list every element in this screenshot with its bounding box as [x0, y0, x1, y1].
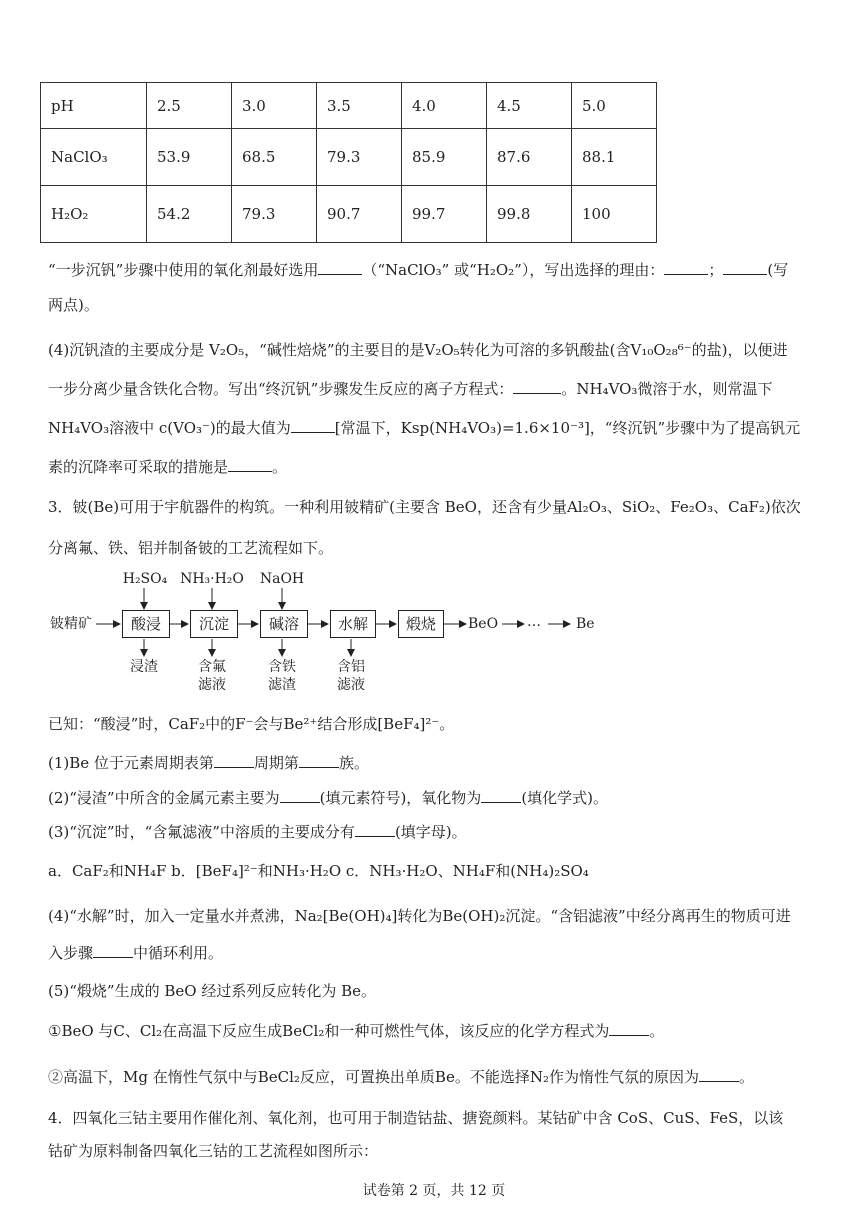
text-span: ②高温下，Mg 在惰性气氛中与BeCl₂反应，可置换出单质Be。不能选择N₂作为惰性气氛的原因为 — [48, 1068, 699, 1086]
table-cell: 79.3 — [232, 186, 317, 243]
question-3-3 — [48, 822, 467, 842]
question-3-2 — [48, 788, 608, 808]
table-cell: 3.5 — [317, 83, 402, 129]
text-span: (写 — [767, 261, 789, 279]
text-span: 。 — [738, 1068, 754, 1086]
table-cell: 79.3 — [317, 129, 402, 186]
table-cell: 5.0 — [572, 83, 657, 129]
table-cell: 4.5 — [487, 83, 572, 129]
flow-step-alkali-dissolve: 碱溶 — [260, 610, 308, 638]
table-row — [41, 129, 657, 186]
answer-blank[interactable] — [280, 788, 320, 803]
question-3-3-options: a．CaF₂和NH₄F b．[BeF₄]²⁻和NH₃·H₂O c．NH₃·H₂O、NH₄F和(NH₄)₂SO₄ — [48, 862, 589, 880]
table-cell: 68.5 — [232, 129, 317, 186]
text-line: 钴矿为原料制备四氧化三钴的工艺流程如图所示： — [48, 1142, 379, 1160]
table-cell: 99.8 — [487, 186, 572, 243]
table-cell: pH — [41, 83, 147, 129]
answer-blank[interactable] — [513, 379, 561, 394]
text-span: (填字母)。 — [394, 823, 467, 841]
flow-product-be: Be — [576, 616, 595, 632]
output-label: 含铁 滤渣 — [268, 659, 296, 693]
answer-blank[interactable] — [609, 1021, 649, 1036]
text-line — [48, 379, 772, 399]
reagent-label: NaOH — [259, 571, 305, 587]
output-label: 浸渣 — [130, 659, 158, 675]
answer-blank[interactable] — [214, 753, 254, 768]
text-span: 一步分离少量含铁化合物。写出“终沉钒”步骤发生反应的离子方程式： — [48, 380, 514, 398]
question-4-intro: 4．四氧化三钴主要用作催化剂、氧化剂，也可用于制造钴盐、搪瓷颜料。某钴矿中含 CoS、CuS、FeS，以该 — [48, 1109, 784, 1127]
page-footer: 试卷第 2 页，共 12 页 — [362, 1183, 506, 1199]
table-cell: 2.5 — [147, 83, 232, 129]
text-span: (1)Be 位于元素周期表第 — [48, 754, 214, 772]
flow-ellipsis: … — [527, 614, 541, 630]
text-span: “一步沉钒”步骤中使用的氧化剂最好选用 — [48, 261, 319, 279]
output-label: 含氟 滤液 — [198, 659, 226, 693]
table-row — [41, 186, 657, 243]
question-3-5-1 — [48, 1021, 664, 1041]
answer-blank[interactable] — [481, 788, 521, 803]
text-span: (填化学式)。 — [521, 789, 609, 807]
text-line — [48, 943, 223, 963]
known-condition: 已知：“酸浸”时，CaF₂中的F⁻会与Be²⁺结合形成[BeF₄]²⁻。 — [48, 715, 455, 733]
text-span: 。 — [649, 1022, 665, 1040]
answer-blank[interactable] — [291, 418, 335, 433]
text-span: ①BeO 与C、Cl₂在高温下反应生成BeCl₂和一种可燃性气体，该反应的化学方程式为 — [48, 1022, 610, 1040]
flow-product-beo: BeO — [468, 616, 499, 632]
table-cell: 4.0 — [402, 83, 487, 129]
table-cell: 90.7 — [317, 186, 402, 243]
text-span: 素的沉降率可采取的措施是 — [48, 458, 229, 476]
text-span: NH₄VO₃溶液中 c(VO₃⁻)的最大值为 — [48, 419, 291, 437]
text-span: (3)“沉淀”时，“含氟滤液”中溶质的主要成分有 — [48, 823, 355, 841]
answer-blank[interactable] — [228, 457, 272, 472]
text-span: ； — [708, 261, 724, 279]
text-line: (4)沉钒渣的主要成分是 V₂O₅，“碱性焙烧”的主要目的是V₂O₅转化为可溶的多钒酸盐(含V₁₀O₂₈⁶⁻的盐)，以便进 — [48, 341, 788, 359]
table-cell: 53.9 — [147, 129, 232, 186]
answer-blank[interactable] — [299, 753, 339, 768]
output-label: 含铝 滤液 — [337, 659, 365, 693]
text-line: 分离氟、铁、铝并制备铍的工艺流程如下。 — [48, 539, 334, 557]
flow-step-precipitate: 沉淀 — [190, 610, 238, 638]
text-span: (2)“浸渣”中所含的金属元素主要为 — [48, 789, 280, 807]
text-line: 两点)。 — [48, 296, 99, 314]
reagent-label: NH₃·H₂O — [180, 571, 244, 587]
text-span: 。 — [272, 458, 288, 476]
flow-step-acid-leach: 酸浸 — [122, 610, 170, 638]
text-line — [48, 418, 800, 438]
table-cell: 88.1 — [572, 129, 657, 186]
ph-oxidant-table — [40, 82, 657, 243]
answer-blank[interactable] — [355, 822, 395, 837]
table-cell: 3.0 — [232, 83, 317, 129]
table-row — [41, 83, 657, 129]
question-3-1 — [48, 753, 369, 773]
table-cell: 87.6 — [487, 129, 572, 186]
reagent-label: H₂SO₄ — [122, 571, 168, 587]
text-span: 。NH₄VO₃微溶于水，则常温下 — [561, 380, 773, 398]
text-line — [48, 457, 287, 477]
question-3-5: (5)“煅烧”生成的 BeO 经过系列反应转化为 Be。 — [48, 982, 376, 1000]
flow-step-calcine: 煅烧 — [398, 610, 444, 638]
table-cell: H₂O₂ — [41, 186, 147, 243]
text-span: [常温下，Ksp(NH₄VO₃)=1.6×10⁻³]，“终沉钒”步骤中为了提高钒元 — [334, 419, 801, 437]
question-3-intro: 3．铍(Be)可用于宇航器件的构筑。一种利用铍精矿(主要含 BeO，还含有少量Al₂O₃、SiO₂、Fe₂O₃、CaF₂)依次 — [48, 498, 801, 516]
answer-blank[interactable] — [318, 260, 362, 275]
text-span: 中循环利用。 — [133, 944, 224, 962]
table-cell: 54.2 — [147, 186, 232, 243]
text-span: （“NaClO₃” 或“H₂O₂”），写出选择的理由： — [362, 261, 665, 279]
table-cell: 100 — [572, 186, 657, 243]
question-3-4: (4)“水解”时，加入一定量水并煮沸，Na₂[Be(OH)₄]转化为Be(OH)₂沉淀。“含铝滤液”中经分离再生的物质可进 — [48, 907, 791, 925]
text-span: 周期第 — [253, 754, 299, 772]
table-cell: 99.7 — [402, 186, 487, 243]
flow-start-label: 铍精矿 — [50, 616, 92, 632]
text-span: 族。 — [338, 754, 369, 772]
question-3-5-2 — [48, 1067, 754, 1087]
answer-blank[interactable] — [664, 260, 708, 275]
answer-blank[interactable] — [723, 260, 767, 275]
table-cell: NaClO₃ — [41, 129, 147, 186]
flow-step-hydrolysis: 水解 — [330, 610, 376, 638]
table-cell: 85.9 — [402, 129, 487, 186]
text-span: 入步骤 — [48, 944, 94, 962]
answer-blank[interactable] — [93, 943, 133, 958]
text-span: (填元素符号)，氧化物为 — [319, 789, 482, 807]
text-line — [48, 260, 788, 280]
answer-blank[interactable] — [699, 1067, 739, 1082]
